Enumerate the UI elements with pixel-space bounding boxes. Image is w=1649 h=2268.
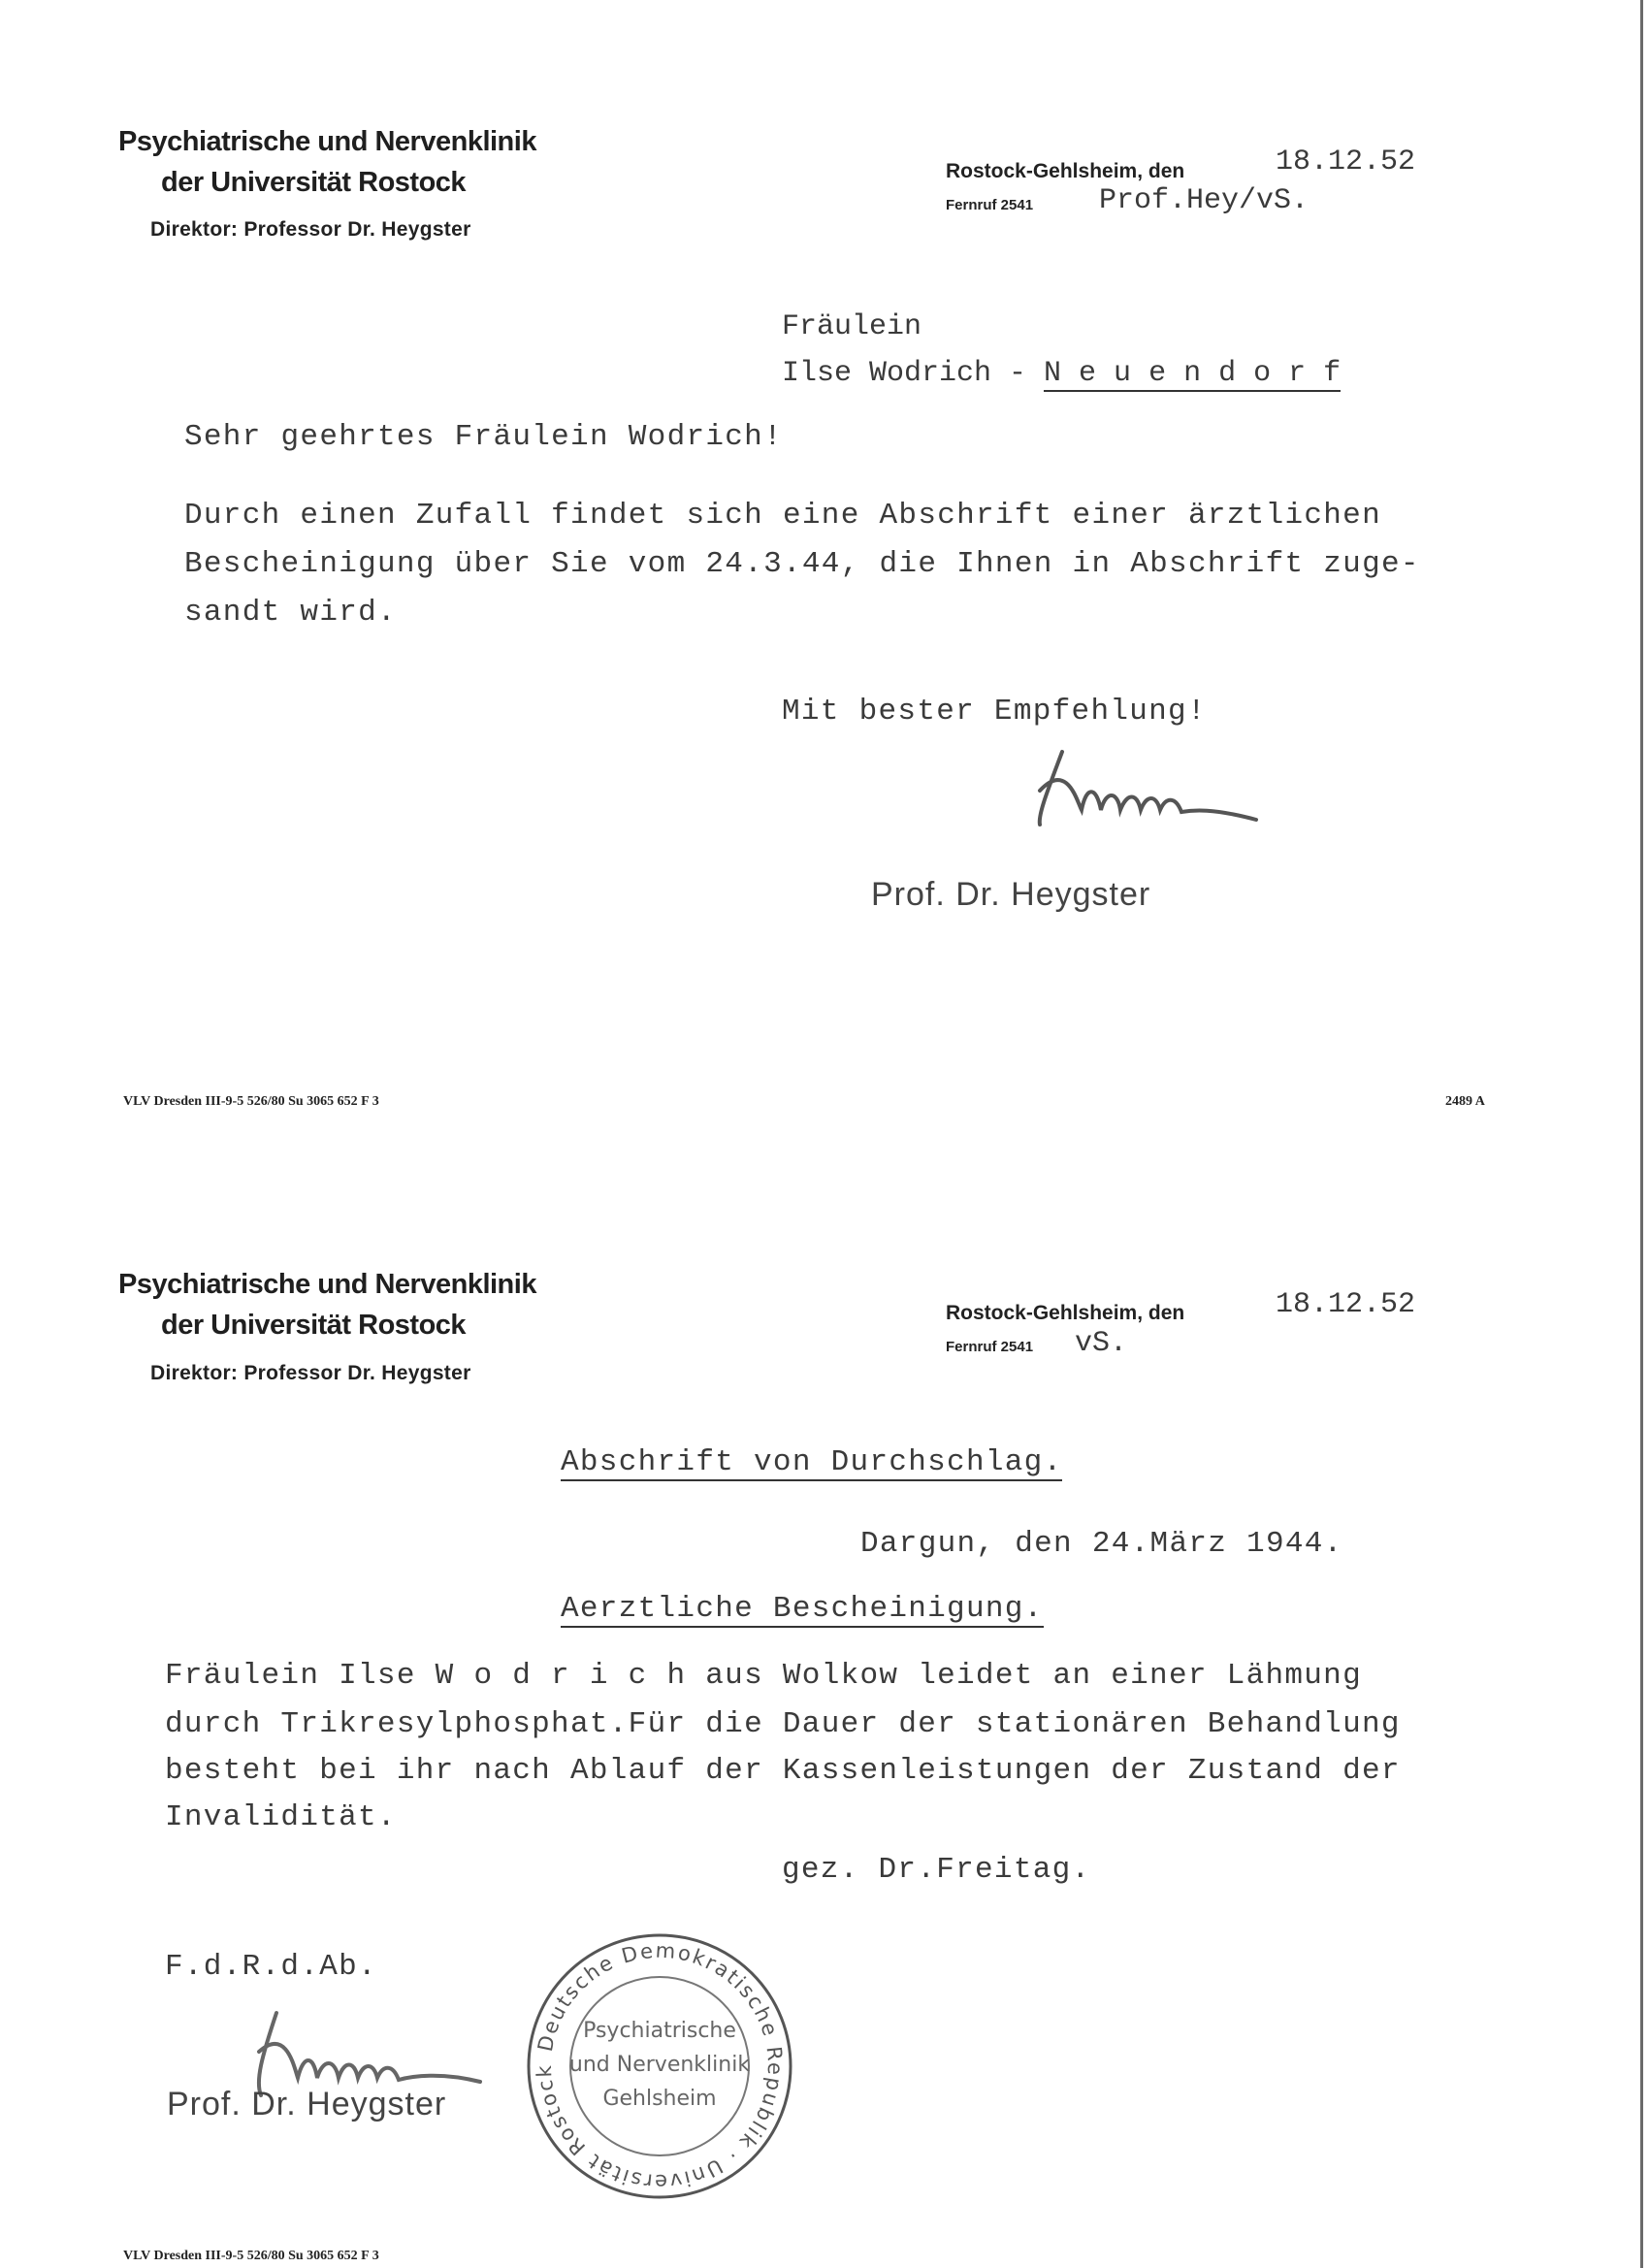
body-line-1: Durch einen Zufall findet sich eine Abschrift einer ärztlichen (184, 499, 1381, 533)
signed-by: gez. Dr.Freitag. (782, 1853, 1091, 1887)
body-line-1: Fräulein Ilse W o d r i c h aus Wolkow leidet an einer Lähmung (165, 1659, 1362, 1693)
official-seal (519, 1926, 800, 2207)
handwritten-signature (1028, 732, 1310, 839)
clinic-name-line1: Psychiatrische und Nervenklinik (118, 1269, 536, 1300)
clinic-name-line2: der Universität Rostock (161, 1310, 467, 1341)
body-line-4: Invalidität. (165, 1800, 397, 1834)
closing: Mit bester Empfehlung! (782, 695, 1207, 729)
place-line: Rostock-Gehlsheim, den (946, 160, 1185, 182)
reference-code: vS. (1075, 1327, 1128, 1360)
dateline: Dargun, den 24.März 1944. (860, 1527, 1343, 1561)
seal-inner-line-2: und Nervenklinik (568, 2053, 751, 2077)
recipient-place: N e u e n d o r f (1044, 357, 1342, 390)
body-line-3: besteht bei ihr nach Ablauf der Kassenleistungen der Zustand der (165, 1754, 1401, 1788)
recipient-name: Ilse Wodrich - (782, 357, 1045, 390)
place-line: Rostock-Gehlsheim, den (946, 1302, 1185, 1324)
certification-mark: F.d.R.d.Ab. (165, 1950, 377, 1984)
director-line: Direktor: Professor Dr. Heygster (150, 218, 471, 241)
salutation: Sehr geehrtes Fräulein Wodrich! (184, 420, 783, 454)
signer-stamp: Prof. Dr. Heygster (871, 876, 1151, 913)
certificate-title: Aerztliche Bescheinigung. (561, 1592, 1044, 1626)
phone-line: Fernruf 2541 (946, 1339, 1034, 1355)
clinic-name-line1: Psychiatrische und Nervenklinik (118, 126, 536, 157)
body-line-3: sandt wird. (184, 596, 397, 630)
phone-line: Fernruf 2541 (946, 197, 1034, 213)
seal-inner-line-1: Psychiatrische (583, 2019, 736, 2043)
reference-code: Prof.Hey/vS. (1099, 184, 1310, 217)
page-edge-line (1640, 0, 1643, 2268)
footer-print-info: VLV Dresden III-9-5 526/80 Su 3065 652 F 3 (123, 1094, 379, 1109)
footer-print-info: VLV Dresden III-9-5 526/80 Su 3065 652 F 3 (123, 2249, 379, 2263)
seal-inner-line-3: Gehlsheim (602, 2087, 717, 2111)
recipient-line2 (782, 357, 1341, 390)
letter-date: 18.12.52 (1276, 1288, 1416, 1321)
clinic-name-line2: der Universität Rostock (161, 167, 467, 198)
director-line: Direktor: Professor Dr. Heygster (150, 1362, 471, 1384)
signer-stamp: Prof. Dr. Heygster (167, 2086, 447, 2122)
body-line-2: durch Trikresylphosphat.Für die Dauer der stationären Behandlung (165, 1707, 1401, 1741)
seal-outer-text: Deutsche Demokratische Republik · Universität Rostock (532, 1938, 788, 2194)
body-line-2: Bescheinigung über Sie vom 24.3.44, die Ihnen in Abschrift zuge- (184, 547, 1420, 581)
letter-date: 18.12.52 (1276, 146, 1416, 178)
copy-heading: Abschrift von Durchschlag. (561, 1445, 1063, 1479)
recipient-line1: Fräulein (782, 310, 922, 343)
footer-form-code: 2489 A (1445, 1094, 1485, 1109)
